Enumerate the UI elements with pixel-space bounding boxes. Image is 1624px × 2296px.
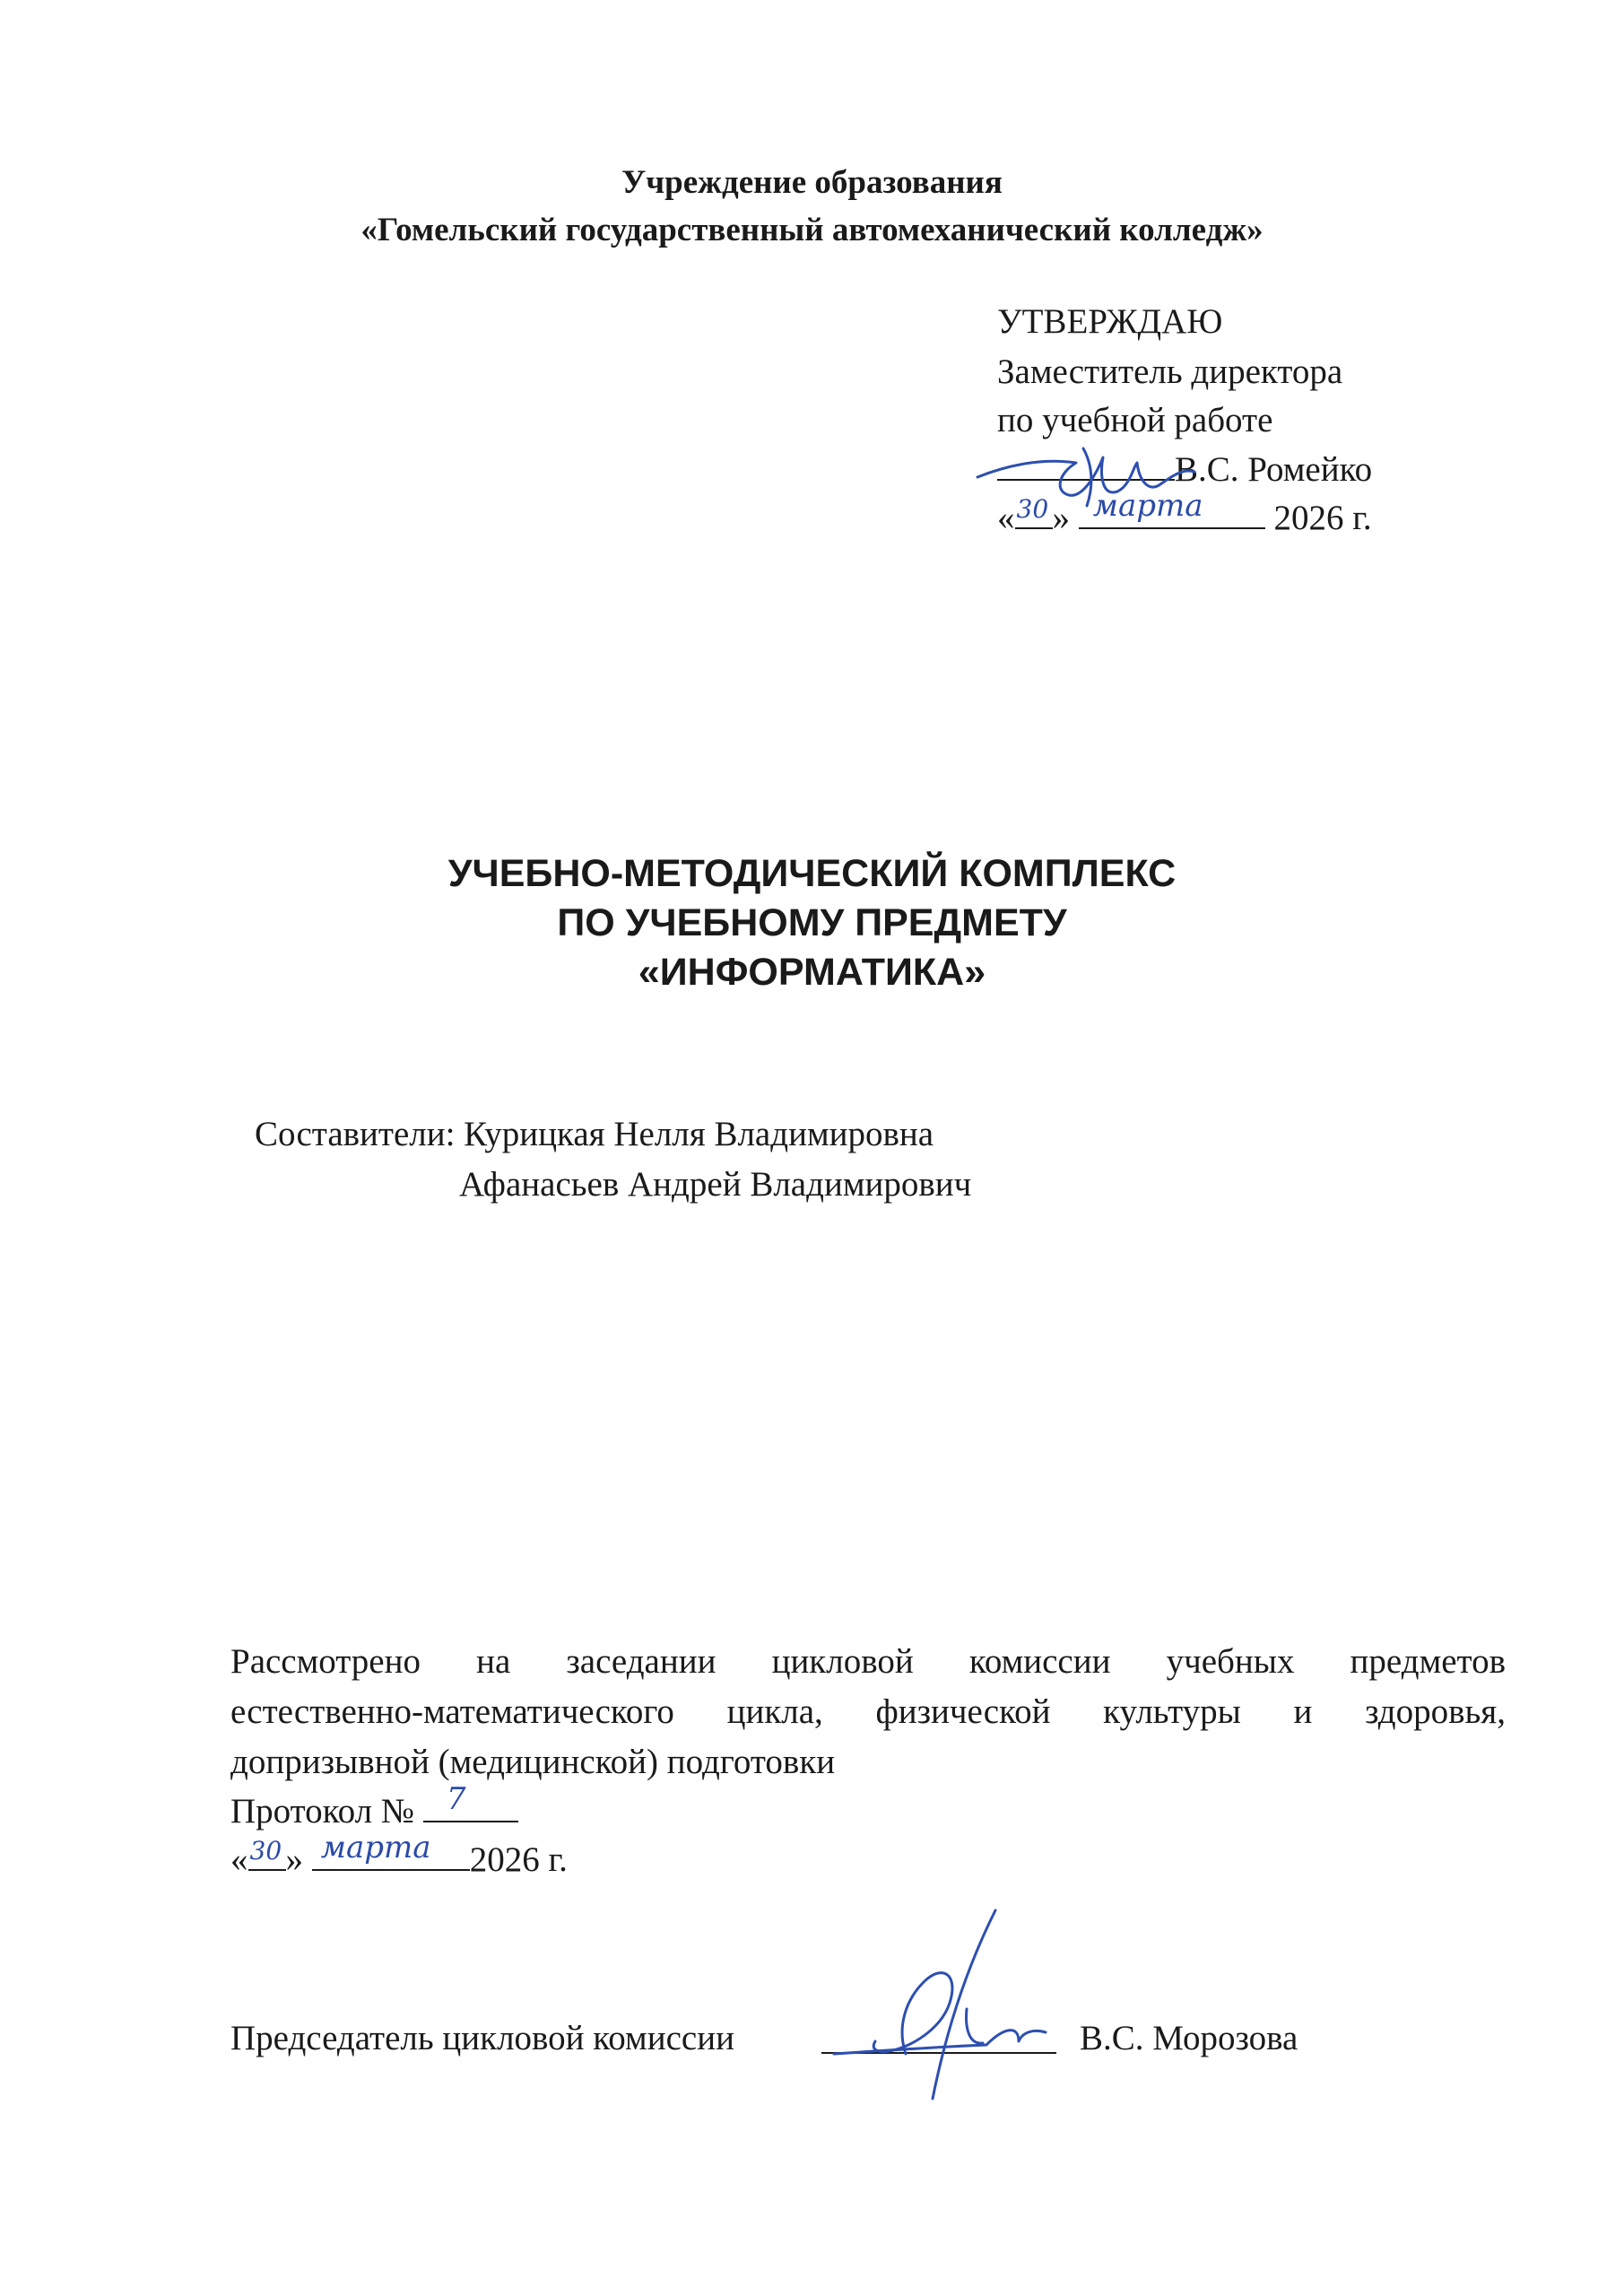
chair-label: Председатель цикловой комиссии bbox=[230, 2019, 734, 2057]
approval-date-day: 30 bbox=[1016, 494, 1049, 524]
protocol-number-blank bbox=[423, 1781, 518, 1822]
review-line-2: естественно-математического цикла, физической культуры и здоровья, bbox=[230, 1692, 1506, 1731]
authors-line-2: Афанасьев Андрей Владимирович bbox=[459, 1165, 972, 1204]
title-line-1: УЧЕБНО-МЕТОДИЧЕСКИЙ КОМПЛЕКС bbox=[447, 852, 1177, 895]
review-date-close-quote: » bbox=[285, 1840, 303, 1879]
chair-signature-icon bbox=[807, 1874, 1076, 2108]
review-date-year: 2026 г. bbox=[469, 1840, 568, 1879]
authors-line-1: Составители: Курицкая Нелля Владимировна bbox=[255, 1115, 934, 1153]
review-line-3: допризывной (медицинской) подготовки bbox=[230, 1743, 836, 1781]
approval-position-line-2: по учебной работе bbox=[997, 401, 1273, 439]
approval-position-line-1: Заместитель директора bbox=[997, 352, 1343, 391]
title-line-3: «ИНФОРМАТИКА» bbox=[638, 951, 986, 994]
approval-date-open-quote: « bbox=[997, 499, 1015, 537]
protocol-number: 7 bbox=[446, 1781, 466, 1817]
review-line-1: Рассмотрено на заседании цикловой комиссии учебных предметов bbox=[230, 1642, 1506, 1681]
institution-line-2: «Гомельский государственный автомеханический колледж» bbox=[360, 212, 1264, 248]
approval-date-close-quote: » bbox=[1052, 499, 1070, 537]
review-date-month: марта bbox=[320, 1830, 431, 1866]
approval-date-year: 2026 г. bbox=[1273, 499, 1372, 537]
approval-signature-icon bbox=[968, 422, 1202, 529]
institution-line-1: Учреждение образования bbox=[621, 164, 1003, 201]
review-date-month-blank bbox=[312, 1830, 470, 1871]
review-date-open-quote: « bbox=[230, 1840, 248, 1879]
review-date-day: 30 bbox=[249, 1836, 282, 1866]
title-line-2: ПО УЧЕБНОМУ ПРЕДМЕТУ bbox=[557, 901, 1067, 944]
chair-name: В.С. Морозова bbox=[1080, 2019, 1298, 2057]
approval-title: УТВЕРЖДАЮ bbox=[997, 302, 1223, 341]
approval-date-month: марта bbox=[1092, 488, 1203, 524]
approval-signatory: В.С. Ромейко bbox=[1175, 450, 1373, 489]
protocol-label: Протокол № bbox=[230, 1792, 415, 1831]
protocol-line bbox=[230, 1781, 518, 1831]
review-date-day-blank bbox=[248, 1836, 286, 1871]
review-date bbox=[230, 1830, 568, 1880]
